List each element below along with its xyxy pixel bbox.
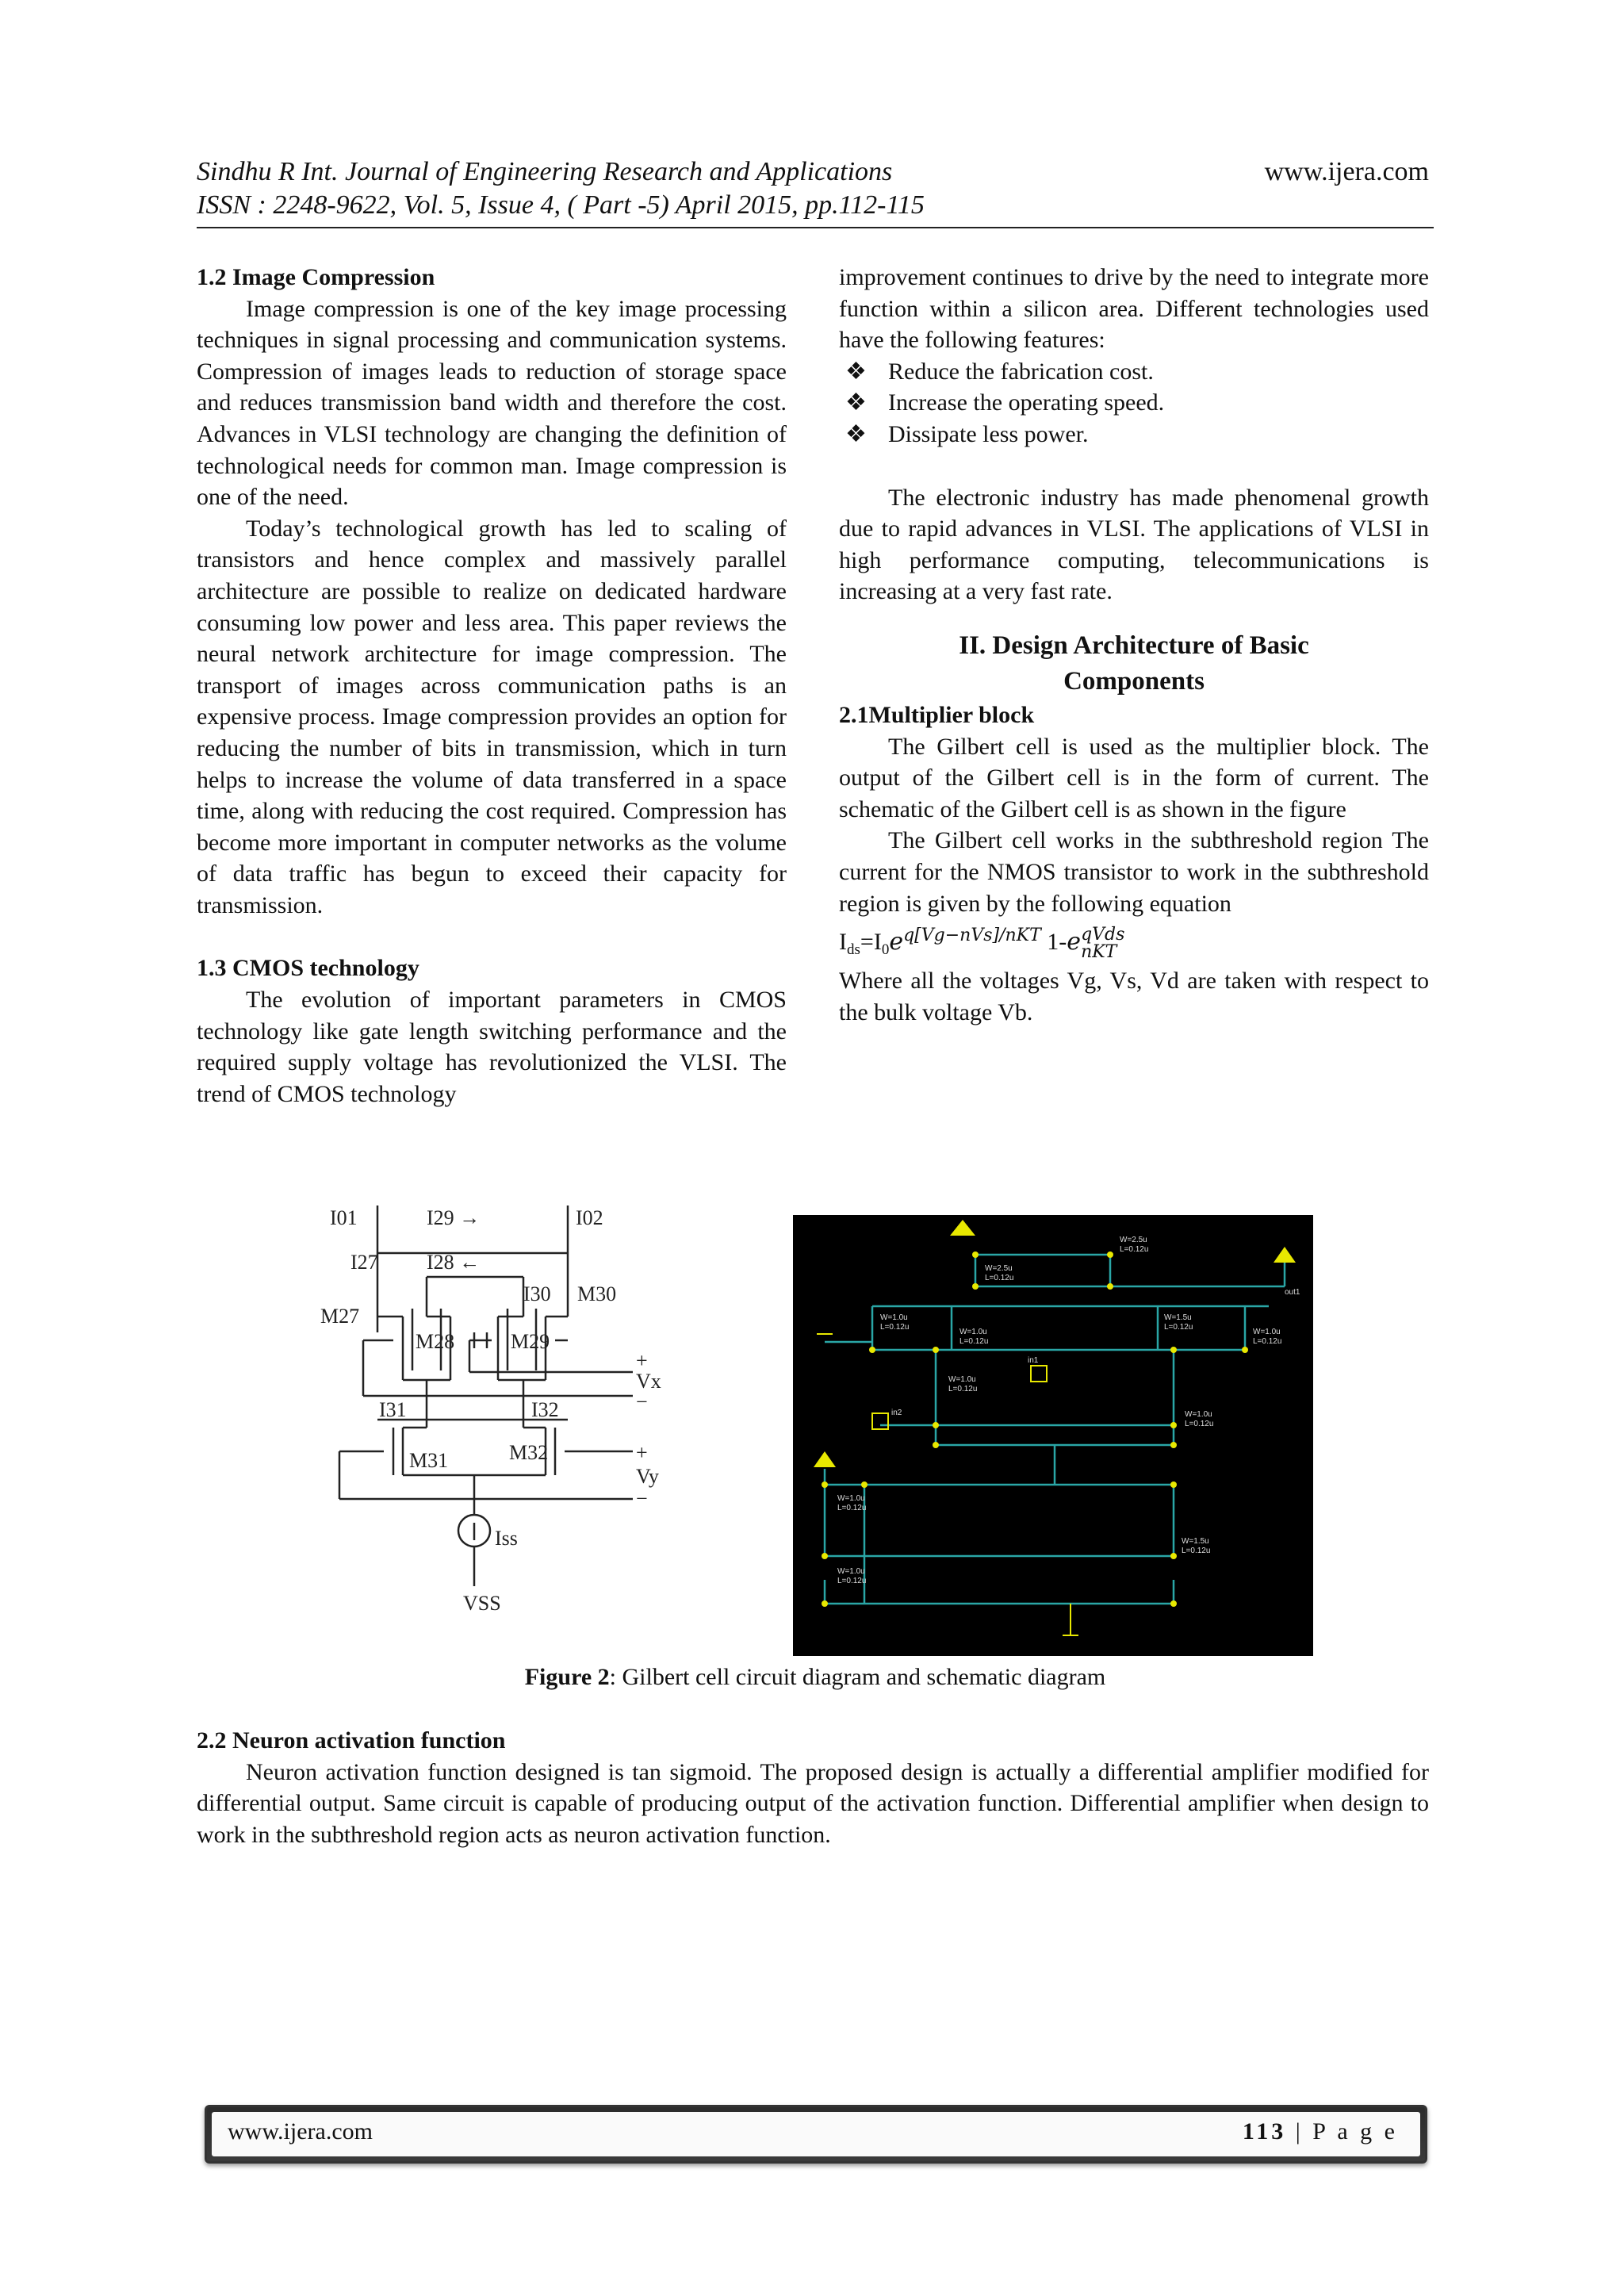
label-m29: M29 — [511, 1330, 550, 1353]
label-vss: VSS — [463, 1592, 501, 1615]
page-number: 113 | P a g e — [1242, 2118, 1398, 2145]
figure-2-caption: Figure 2: Gilbert cell circuit diagram and schematic diagram — [524, 1664, 1106, 1690]
bullet-item: ❖ Dissipate less power. — [839, 419, 1429, 450]
schematic-label-w: W=2.5u — [1120, 1236, 1147, 1244]
schematic-label-l: L=0.12u — [1182, 1547, 1211, 1555]
section-2-2-paragraph: Neuron activation function designed is tan sigmoid. The proposed design is actually a differential amplifier modified for differential output. Same circuit is capable of producing output of the activation function. Differential amplifier when design to work in the subthreshold region acts as neuron activation function. — [197, 1758, 1429, 1848]
schematic-label-w: W=1.0u — [880, 1313, 908, 1322]
schematic-label-l: L=0.12u — [837, 1504, 867, 1512]
diamond-bullet-icon: ❖ — [845, 389, 867, 416]
label-m32: M32 — [509, 1441, 549, 1464]
label-i32: I32 — [531, 1398, 559, 1421]
footer-site-link[interactable]: www.ijera.com — [228, 2118, 373, 2145]
label-i31: I31 — [379, 1398, 407, 1421]
label-m31: M31 — [409, 1449, 449, 1472]
label-vx: Vx — [636, 1370, 661, 1393]
bullet-item: ❖ Reduce the fabrication cost. — [839, 356, 1429, 388]
schematic-label-in1: in1 — [1028, 1356, 1039, 1365]
section-1-3-title: 1.3 CMOS technology — [197, 955, 419, 982]
right-paragraph-1: improvement continues to drive by the need to integrate more function within a silicon area. Different technologies used have the following features: — [839, 264, 1429, 354]
section-1-2-paragraph-2: Today’s technological growth has led to scaling of transistors and hence complex and massively parallel architecture are possible to realize on dedicated hardware consuming low power and less area. This paper reviews the neural network architecture for image compression. The transport of images across communication paths is an expensive process. Image compression provides an option for reducing the number of bits in transmission, which in turn helps to increase the volume of data transferred in a space time, along with reducing the cost required. Compression has become more important in computer networks as the volume of data traffic has begun to exceed their capacity for transmission. — [197, 515, 787, 918]
header-rule — [197, 227, 1434, 228]
schematic-label-w: W=1.0u — [837, 1494, 865, 1503]
section-2-heading: II. Design Architecture of Basic Components — [959, 631, 1309, 696]
schematic-label-l: L=0.12u — [959, 1337, 989, 1346]
schematic-label-w: W=1.0u — [1253, 1328, 1281, 1336]
subthreshold-equation: $I_{ds}=I_0e^{q[Vg-nVs]/nKT}$ 1-e qVds nKT — [839, 925, 1125, 963]
label-plus: + — [636, 1349, 648, 1372]
left-column — [197, 262, 787, 1110]
label-m30: M30 — [577, 1282, 617, 1305]
schematic-label-l: L=0.12u — [985, 1274, 1014, 1282]
schematic-label-l: L=0.12u — [1253, 1337, 1282, 1346]
schematic-label-w: W=1.0u — [948, 1375, 976, 1384]
schematic-label-l: L=0.12u — [1185, 1420, 1214, 1428]
schematic-label-l: L=0.12u — [880, 1323, 910, 1332]
label-i01: I01 — [330, 1206, 358, 1229]
label-plus: + — [636, 1441, 648, 1464]
bullet-item: ❖ Increase the operating speed. — [839, 387, 1429, 419]
section-2-2 — [197, 1725, 1429, 1850]
schematic-label-l: L=0.12u — [948, 1385, 978, 1393]
label-i27: I27 — [350, 1251, 378, 1274]
label-i02: I02 — [576, 1206, 603, 1229]
schematic-label-w: W=1.5u — [1182, 1537, 1209, 1546]
schematic-label-in2: in2 — [891, 1409, 902, 1417]
section-2-2-title: 2.2 Neuron activation function — [197, 1727, 506, 1754]
page-footer — [205, 2105, 1427, 2164]
label-m28: M28 — [416, 1330, 455, 1353]
schematic-label-l: L=0.12u — [837, 1577, 867, 1585]
schematic-label-w: W=1.0u — [837, 1567, 865, 1576]
section-1-3-paragraph-1: The evolution of important parameters in CMOS technology like gate length switching performance and the required supply voltage has revolutionized the VLSI. The trend of CMOS technology — [197, 987, 787, 1107]
label-minus: − — [636, 1487, 648, 1510]
diamond-bullet-icon: ❖ — [845, 358, 867, 385]
schematic-label-l: L=0.12u — [1120, 1245, 1149, 1254]
section-2-1-title: 2.1Multiplier block — [839, 701, 1035, 728]
gilbert-cell-schematic — [793, 1215, 1313, 1656]
section-2-1-paragraph-2: The Gilbert cell works in the subthreshold region The current for the NMOS transistor to work in the subthreshold region is given by the following equation — [839, 827, 1429, 917]
right-paragraph-2: The electronic industry has made phenomenal growth due to rapid advances in VLSI. The applications of VLSI in high performance computing, telecommunications is increasing at a very fast rate. — [839, 484, 1429, 605]
label-m27: M27 — [320, 1305, 360, 1328]
label-i29: I29 → — [427, 1206, 481, 1229]
label-iss: Iss — [495, 1527, 518, 1550]
section-1-2-title: 1.2 Image Compression — [197, 264, 435, 290]
label-minus: − — [636, 1390, 648, 1413]
schematic-label-l: L=0.12u — [1164, 1323, 1193, 1332]
journal-site-header: www.ijera.com — [1264, 157, 1429, 186]
label-vy: Vy — [636, 1465, 659, 1488]
schematic-label-w: W=1.0u — [1185, 1410, 1212, 1419]
section-1-2-paragraph-1: Image compression is one of the key image processing techniques in signal processing and communication systems. Compression of images leads to reduction of storage space and reduces transmission band width and therefore the cost. Advances in VLSI technology are changing the definition of technological needs for common man. Image compression is one of the need. — [197, 295, 787, 511]
schematic-label-w: W=1.0u — [959, 1328, 987, 1336]
journal-header-line2: ISSN : 2248-9622, Vol. 5, Issue 4, ( Part -5) April 2015, pp.112-115 — [197, 190, 925, 220]
section-2-1-paragraph-1: The Gilbert cell is used as the multiplier block. The output of the Gilbert cell is in the form of current. The schematic of the Gilbert cell is as shown in the figure — [839, 733, 1429, 822]
right-column — [839, 262, 1429, 1028]
journal-header-line1: Sindhu R Int. Journal of Engineering Research and Applications — [197, 157, 893, 186]
section-2-1-paragraph-3: Where all the voltages Vg, Vs, Vd are taken with respect to the bulk voltage Vb. — [839, 968, 1429, 1025]
label-i30: I30 — [523, 1282, 551, 1305]
footer-inner — [212, 2112, 1420, 2156]
label-i28: I28 ← — [427, 1251, 481, 1274]
schematic-label-w: W=1.5u — [1164, 1313, 1192, 1322]
diamond-bullet-icon: ❖ — [845, 420, 867, 447]
gilbert-cell-circuit-diagram — [316, 1190, 672, 1658]
schematic-label-w: W=2.5u — [985, 1264, 1013, 1273]
schematic-label-out: out1 — [1285, 1288, 1300, 1297]
